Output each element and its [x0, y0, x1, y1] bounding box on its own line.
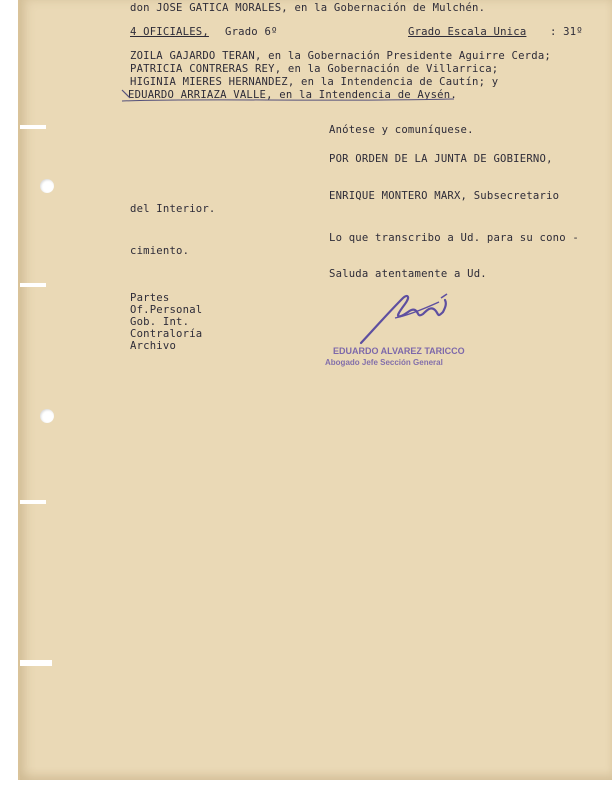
text-line: ENRIQUE MONTERO MARX, Subsecretario [329, 190, 560, 202]
distribution-item: Archivo [130, 340, 177, 352]
stamp-title: Abogado Jefe Sección General [325, 358, 443, 367]
paper-tear [20, 283, 46, 287]
text-line: EDUARDO ARRIAZA VALLE, en la Intendencia de Aysén. [128, 89, 457, 101]
distribution-item: Partes [130, 292, 170, 304]
text-line: POR ORDEN DE LA JUNTA DE GOBIERNO, [329, 153, 553, 165]
paper-tear [20, 660, 52, 666]
text-line: HIGINIA MIERES HERNANDEZ, en la Intendencia de Cautín; y [130, 76, 499, 88]
scale-value: : 31º [550, 26, 583, 38]
text-line: don JOSE GATICA MORALES, en la Gobernación de Mulchén. [130, 2, 486, 14]
handwritten-signature [355, 288, 455, 348]
pen-underline [118, 86, 458, 104]
text-line: PATRICIA CONTRERAS REY, en la Gobernación de Villarrica; [130, 63, 499, 75]
paper-tear [20, 125, 46, 129]
punch-hole [40, 409, 54, 423]
punch-hole [40, 179, 54, 193]
paper-tear [20, 500, 46, 504]
text-line: Lo que transcribo a Ud. para su cono - [329, 232, 579, 244]
text-line: ZOILA GAJARDO TERAN, en la Gobernación Presidente Aguirre Cerda; [130, 50, 551, 62]
distribution-item: Gob. Int. [130, 316, 190, 328]
distribution-item: Of.Personal [130, 304, 203, 316]
distribution-item: Contraloría [130, 328, 203, 340]
text-line: Saluda atentamente a Ud. [329, 268, 487, 280]
stamp-name: EDUARDO ALVAREZ TARICCO [333, 346, 465, 356]
text-line: cimiento. [130, 245, 190, 257]
document-page [20, 0, 612, 780]
grade-label: Grado 6º [225, 26, 278, 38]
scale-heading: Grado Escala Unica [408, 26, 527, 38]
text-line: del Interior. [130, 203, 216, 215]
count-heading: 4 OFICIALES, [130, 26, 209, 38]
text-line: Anótese y comuníquese. [329, 124, 474, 136]
